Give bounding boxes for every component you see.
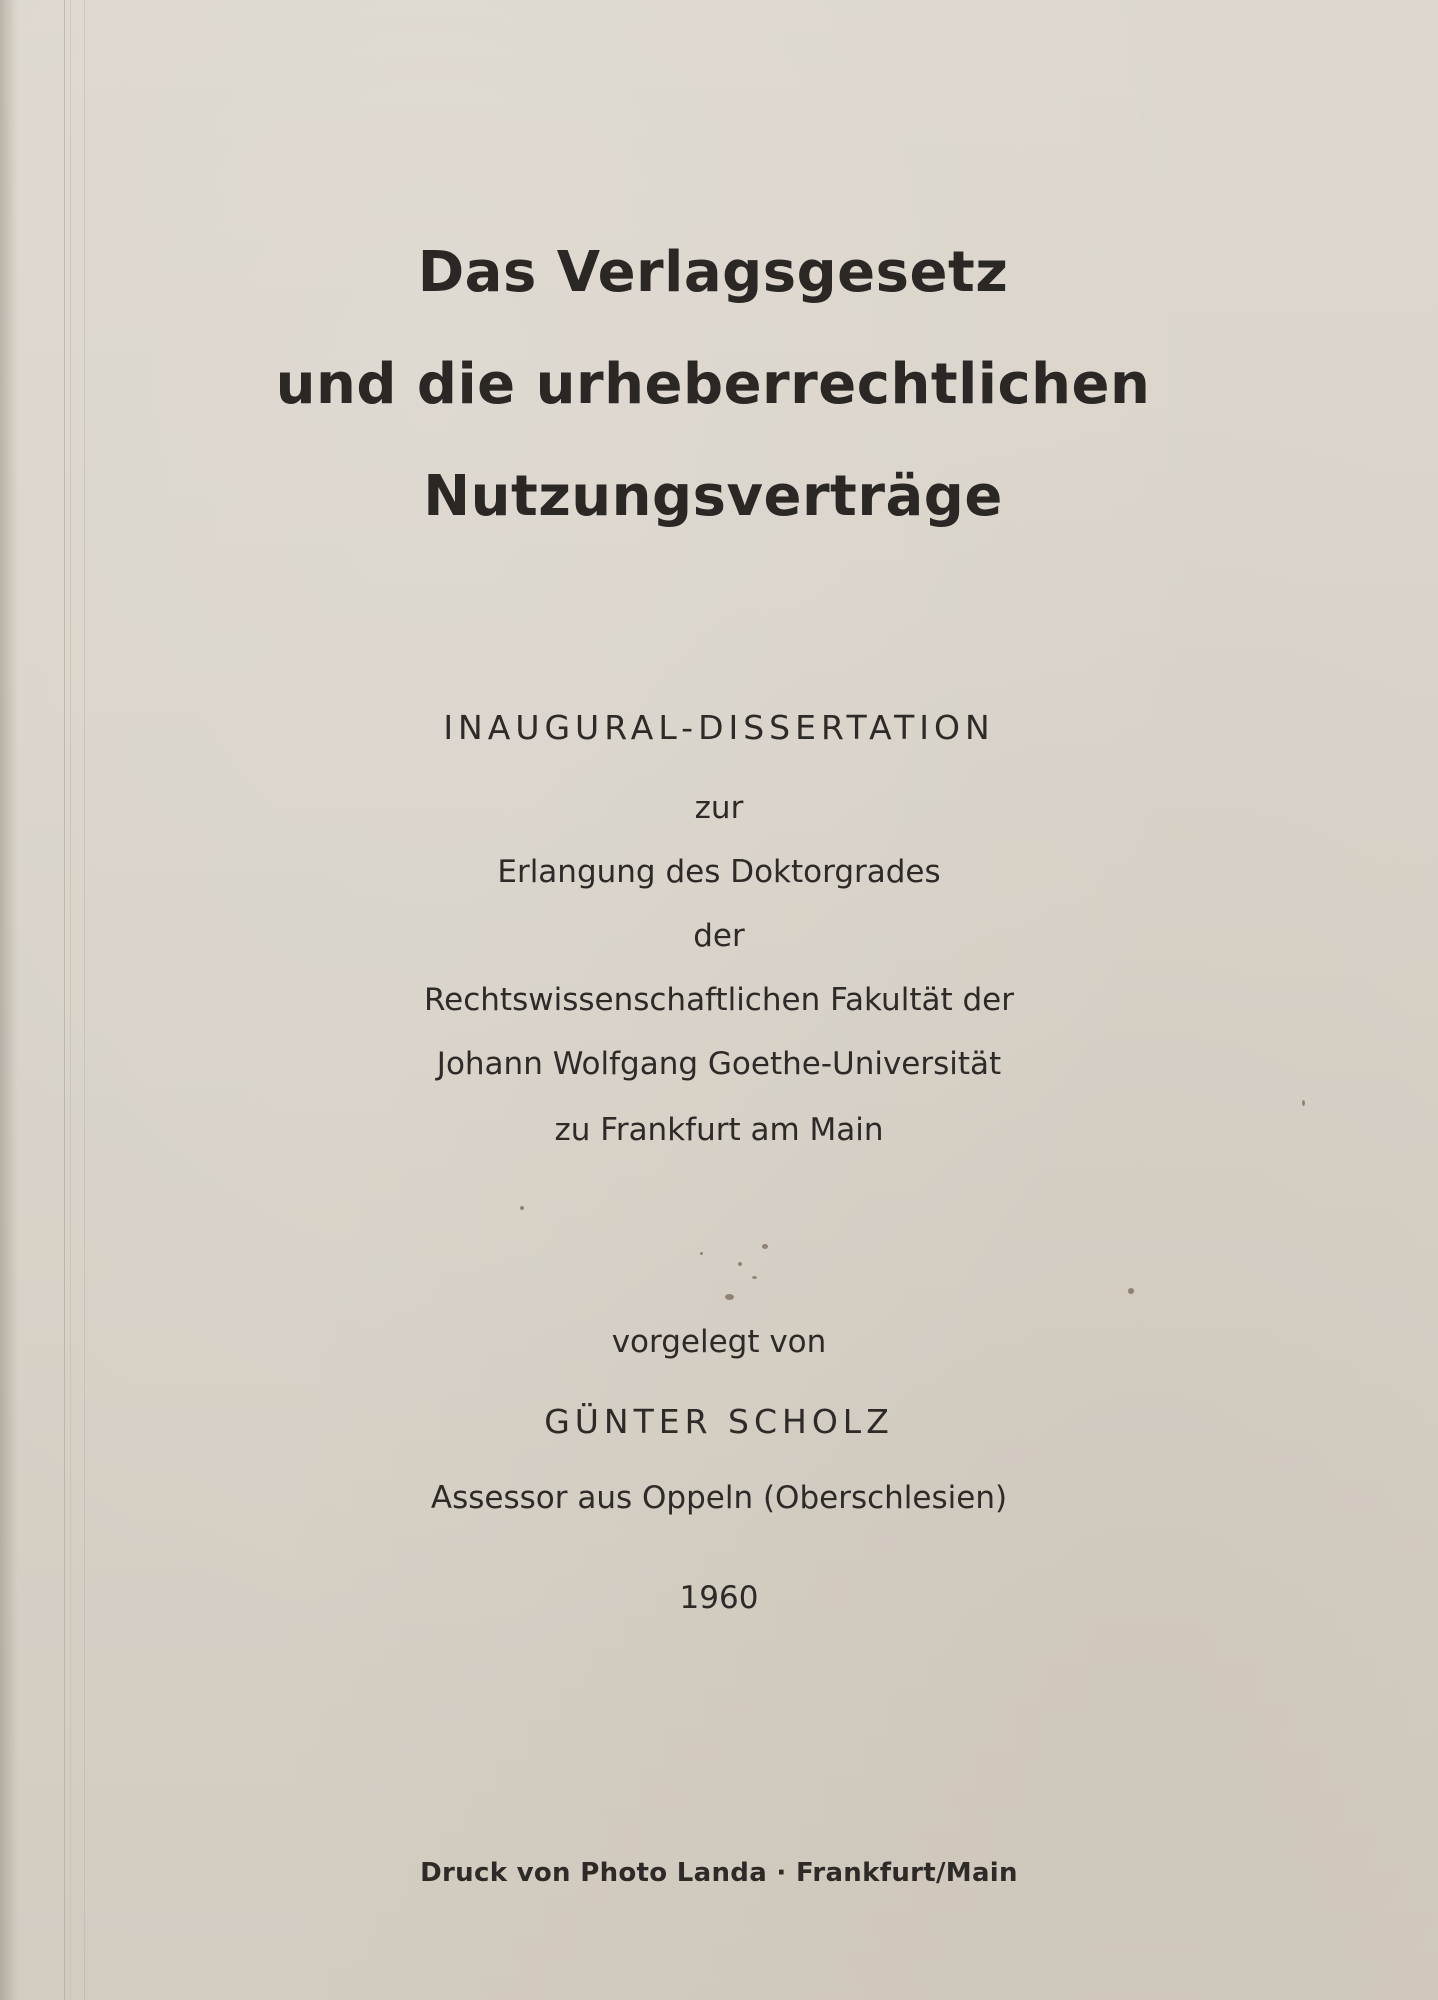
publication-year: 1960 [679, 1580, 759, 1616]
dissertation-line-4: Rechtswissenschaftlichen Fakultät der [424, 982, 1014, 1018]
presented-by: vorgelegt von [611, 1324, 827, 1360]
author-description: Assessor aus Oppeln (Oberschlesien) [430, 1480, 1008, 1516]
dissertation-line-6: zu Frankfurt am Main [554, 1112, 884, 1148]
dissertation-line-1: zur [694, 790, 744, 826]
printer-line: Druck von Photo Landa · Frankfurt/Main [420, 1858, 1018, 1888]
dissertation-line-2: Erlangung des Doktorgrades [497, 854, 941, 890]
title-line-3: Nutzungsverträge [423, 464, 1003, 529]
dissertation-type: INAUGURAL-DISSERTATION [443, 708, 995, 747]
title-line-2: und die urheberrechtlichen [275, 352, 1151, 417]
title-line-1: Das Verlagsgesetz [417, 240, 1009, 305]
dissertation-line-3: der [693, 918, 745, 954]
dissertation-line-5: Johann Wolfgang Goethe-Universität [436, 1046, 1002, 1082]
author-name: GÜNTER SCHOLZ [544, 1402, 894, 1441]
